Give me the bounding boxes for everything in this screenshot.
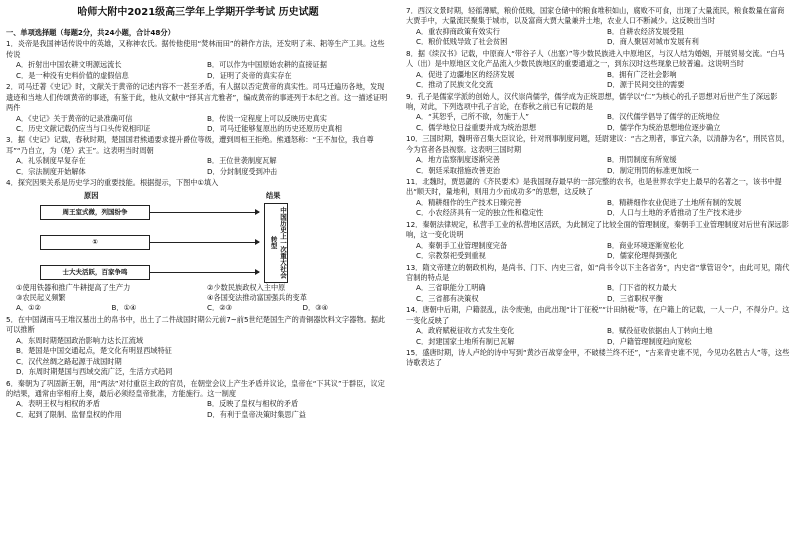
option-d[interactable]: D．制定刑罚的标准更加统一: [607, 165, 699, 175]
option-a[interactable]: A．东周时期楚国政治影响力达长江流域: [16, 335, 144, 345]
result-box: 中国历史上一次重大社会转型: [264, 203, 288, 283]
question-stem: 13．隋文帝建立的朝政机构，是尚书、门下、内史三省，如“尚书令以下主各省务”，内史省“掌管诏令”，由此可见，隋代官制的特点是: [406, 262, 790, 282]
option-a[interactable]: A．礼乐制度早复存在: [16, 156, 86, 166]
options: [406, 155, 790, 176]
option-d[interactable]: D．有利于皇帝决策时集思广益: [207, 409, 306, 419]
statement-4: ④各国变法推动富国强兵的变革: [207, 293, 307, 302]
page-title: 哈师大附中2021级高三学年上学期开学考试 历史试题: [77, 7, 319, 18]
options: [6, 114, 390, 135]
option-d[interactable]: D．分封制度受到冲击: [207, 166, 278, 176]
option-c[interactable]: C．儒学地位日益重要并成为统治思想: [416, 122, 537, 132]
option-a[interactable]: A．①②: [16, 303, 41, 313]
arrow-3: [149, 272, 259, 273]
option-b[interactable]: B．反映了皇权与相权的矛盾: [207, 399, 299, 409]
question-stem: 9．孔子是儒家学派的创始人，汉代崇尚儒学，儒学成为正统思想，儒学以“仁”为核心的孔子思想对后世产生了深远影响，对此，下列选项中孔子言论，在春秋之前已有记载的是: [406, 91, 778, 111]
option-b[interactable]: B．门下省的权力最大: [607, 283, 677, 293]
question-3: [6, 135, 390, 177]
option-a[interactable]: A．精耕细作的生产技术日臻完善: [416, 197, 522, 207]
option-d[interactable]: D．商人聚居对城市发展有利: [607, 37, 699, 47]
statement-3: ③农民起义频繁: [16, 293, 66, 302]
cause-box-2: ①: [40, 235, 150, 250]
option-d[interactable]: D．东周时期楚国与西域交流广泛，生活方式趋同: [16, 367, 173, 377]
cause-effect-diagram: [6, 191, 390, 281]
diagram-cause-header: 原因: [84, 190, 99, 200]
option-d[interactable]: D．三省职权平衡: [607, 293, 663, 303]
option-c[interactable]: C．汉代丝绸之路起源于战国时期: [16, 356, 122, 366]
option-b[interactable]: B．汉代儒学倡导了儒学的正统地位: [607, 112, 720, 122]
option-d[interactable]: D．司马迁能够复原出的历史还原历史真相: [207, 123, 342, 133]
option-a[interactable]: A．重农抑商政策有效实行: [416, 26, 500, 36]
question-stem: 7．西汉文景时期，轻徭薄赋，粮价低贱，国家仓储中的粮食堆积如山，腐败不可食，出现了大量流民，粮食数量在富商大贾手中，大量流民聚集于城市，以及富商大贾大量兼并土地，农业人口不断减少。这反映出当时: [406, 6, 785, 26]
option-d[interactable]: D．儒学作为统治思想地位逐步确立: [607, 122, 721, 132]
option-b[interactable]: B．赋役征收依据由人丁转向土地: [607, 326, 713, 336]
option-d[interactable]: D．人口与土地的矛盾推动了生产技术进步: [607, 208, 742, 218]
question-11: [406, 177, 790, 219]
option-c[interactable]: C．宗法制度开始解体: [16, 166, 86, 176]
question-stem: 2．司马迁著《史记》时，文献关于黄帝的记述内容不一甚至矛盾，有人据以否定黄帝的真实性。司马迁遍历各地，发现遗迹和当地人们传颂黄帝的事迹，有鉴于此，他从文献中“择其言尤雅者”，编成黄帝的事迹列于本纪之首。这一描述证明两件: [6, 82, 388, 113]
option-b[interactable]: B．可以作为中国原始农耕的直接证据: [207, 60, 327, 70]
options: [406, 27, 790, 48]
question-14: [406, 305, 790, 347]
option-d[interactable]: D．儒家伦理得到强化: [607, 251, 678, 261]
question-7: [406, 6, 790, 48]
left-column: [6, 26, 390, 421]
option-b[interactable]: B．楚国是中国交通起点，楚文化有明显西域特征: [16, 346, 172, 356]
question-stem: 5．在中国湖南马王堆汉墓出土的帛书中，出土了二件战国时期公元前7~前5世纪楚国生产的青铜器饮料文字器物。据此可以推断: [6, 314, 386, 335]
question-stem: 11．北魏时，贾思勰的《齐民要术》是我国现存最早的一部完整的农书，也是世界农学史上最早的名著之一，该书中提出“顺天时，量地利，则用力少而成功多”的思想，这反映了: [406, 177, 782, 197]
option-b[interactable]: B．自耕农经济发展受阻: [607, 26, 684, 36]
cause-box-1: 周王室式微，列国纷争: [40, 205, 150, 220]
options: [406, 326, 790, 347]
question-stem: 4．探究因果关系是历史学习的重要技能。根据提示，下图中①填入: [6, 178, 219, 188]
question-1: [6, 39, 390, 81]
question-8: [406, 49, 790, 91]
question-stem: 12．秦朝法律规定，私营手工业的私营地区活跃，为此制定了比较全面的管理制度，秦朝手工业管理制度对后世有深远影响，这一变化说明: [406, 219, 789, 240]
option-a[interactable]: A．三省职能分工明确: [416, 283, 486, 293]
cause-box-3: 士大夫活跃，百家争鸣: [40, 265, 150, 280]
option-c[interactable]: C．起到了限制、监督皇权的作用: [16, 409, 122, 419]
option-a[interactable]: A．政府赋税征收方式发生变化: [416, 326, 515, 336]
option-c[interactable]: C．小农经济具有一定的独立性和稳定性: [416, 208, 544, 218]
option-b[interactable]: B．传说一定程度上可以反映历史真实: [207, 113, 327, 123]
option-a[interactable]: A．“其恕乎，己所不欲，勿施于人”: [416, 112, 529, 122]
options: [406, 198, 790, 219]
option-b[interactable]: B．拥有广泛社会影响: [607, 69, 677, 79]
option-d[interactable]: D．户籍管理制度趋向宽松: [607, 336, 692, 346]
option-c[interactable]: C．宗教祭祀受到重视: [416, 251, 486, 261]
question-12: [406, 220, 790, 262]
option-c[interactable]: C．历史文献记载仍应当与口头传说相印证: [16, 123, 151, 133]
arrow-1: [149, 212, 259, 213]
arrow-2: [149, 242, 259, 243]
option-a[interactable]: A．秦朝手工业管理制度完备: [416, 240, 508, 250]
option-c[interactable]: C．三省都有决策权: [416, 293, 479, 303]
question-stem: 15．盛唐时期，诗人卢纶的诗中写到“黄沙百战穿金甲，不破楼兰终不还”，“古来青史谁不见，今见功名胜古人”等，这些诗歌表达了: [406, 348, 790, 368]
option-b[interactable]: B．①④: [111, 303, 137, 313]
option-c[interactable]: C．朝廷采取措施改善吏治: [416, 165, 501, 175]
statement-2: ②少数民族政权入主中原: [207, 282, 286, 292]
answer-options: [6, 303, 390, 313]
question-10: [406, 134, 790, 176]
question-6: [6, 379, 390, 421]
section-header: 一、单项选择题（每题2分，共24小题，合计48分）: [6, 28, 175, 37]
option-c[interactable]: C．②③: [207, 303, 233, 313]
option-a[interactable]: A．折射出中国农耕文明源远流长: [16, 60, 122, 70]
question-9: [406, 92, 790, 134]
question-4: [6, 178, 390, 314]
question-stem: 1．炎帝是我国神话传说中的英雄，又称神农氏。据传他使用“焚林而田”的耕作方法，还发明了耒、耜等生产工具。这些传说: [6, 39, 385, 59]
options: [6, 283, 390, 304]
question-stem: 8．据《续汉书》记载，中原商人“带谷子人（出塞）”等少数民族进入中原地区，与汉人结为婚姻，开展贸易交流。“白马人（出）是中原地区文化产品流入少数民族地区的重要通道之一，到东汉时这些现象已较普遍。这说明当时: [406, 48, 785, 69]
right-column: [406, 6, 790, 370]
option-b[interactable]: B．刑罚制度有所宽缓: [607, 155, 677, 165]
options: [6, 336, 390, 378]
question-2: [6, 82, 390, 134]
statement-1: ①使用铁器和推广牛耕提高了生产力: [16, 282, 131, 292]
option-c[interactable]: C．封建国家土地所有制已瓦解: [416, 336, 515, 346]
question-stem: 10．三国时期，魏明帝召集大臣议论，针对刑事制度问题，廷尉建议：“古之刑者，事宜六条，以清静为名”，刑民官员，今为官者各县视察。这表明三国时期: [406, 134, 790, 154]
option-a[interactable]: A．表明王权与相权的矛盾: [16, 399, 100, 409]
option-d[interactable]: D．证明了炎帝的真实存在: [207, 70, 292, 80]
question-5: [6, 315, 390, 378]
question-15: [406, 348, 790, 369]
options: [406, 241, 790, 262]
option-a[interactable]: A．地方监察制度逐渐完善: [416, 155, 500, 165]
options: [406, 70, 790, 91]
option-d[interactable]: D．源于民间交往的需要: [607, 80, 685, 90]
option-c[interactable]: C．推动了民族文化交流: [416, 80, 493, 90]
option-c[interactable]: C．是一种没有史料价值的虚假信息: [16, 70, 129, 80]
question-13: [406, 263, 790, 305]
options: [6, 60, 390, 81]
option-a[interactable]: A．促进了边疆地区的经济发展: [416, 69, 515, 79]
option-d[interactable]: D．③④: [302, 303, 329, 313]
options: [6, 156, 390, 177]
question-stem: 14．唐朝中后期，户籍混乱，法令废弛，由此出现“计丁征税”“计田纳税”等，在户籍上的记载，一人一户，不得分户。这一变化反映了: [406, 305, 790, 325]
diagram-result-header: 结果: [266, 190, 281, 200]
options: [406, 112, 790, 133]
options: [6, 399, 390, 420]
question-stem: 6．秦朝为了巩固新王朝，用“两法”对付重臣主政的官员，在朝堂会议上产生矛盾并议论，皇帝在“下其议”于群臣，议定的结果，通常由宰相府上奏，最后必须经皇帝批准，方能施行。这一制度: [6, 378, 385, 398]
option-a[interactable]: A．《史记》关于黄帝的记录准确可信: [16, 113, 133, 123]
question-stem: 3．据《史记》记载，春秋时期，楚国国君熊通要求提升爵位等级，遭到周桓王拒绝。熊通怒称：“王不加位，我自尊耳”“乃自立，为（楚）武王”。这表明当时周朝: [6, 135, 374, 155]
option-b[interactable]: B．精耕细作农业促进了土地所有制的发展: [607, 197, 742, 207]
options: [406, 283, 790, 304]
option-b[interactable]: B．王位世袭制度瓦解: [207, 156, 277, 166]
option-c[interactable]: C．粮价低贱导致了社会贫困: [416, 37, 508, 47]
option-b[interactable]: B．商业环境逐渐宽松化: [607, 240, 684, 250]
